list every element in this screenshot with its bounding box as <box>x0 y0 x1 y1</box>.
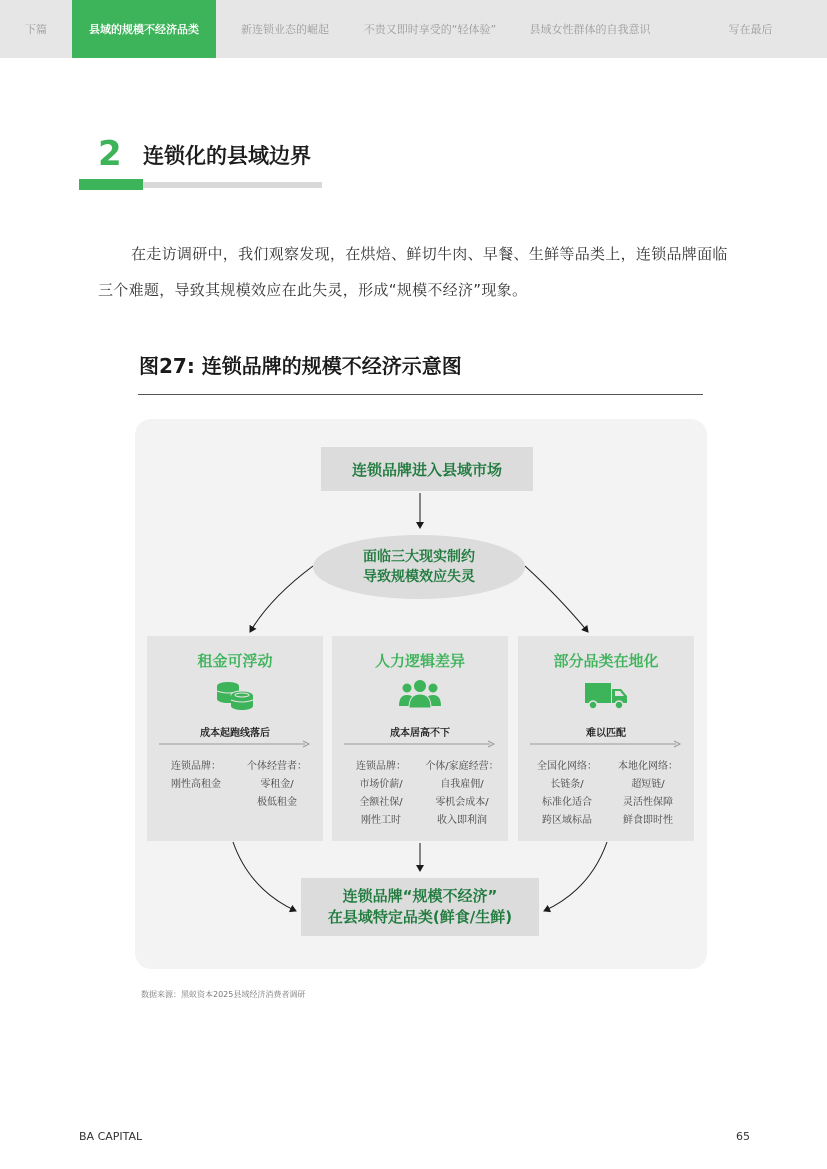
card-line: 刚性高租金 <box>171 779 221 790</box>
card-left-column <box>528 758 606 830</box>
tab-light-experience[interactable]: 不贵又即时享受的“轻体验” <box>363 23 497 36</box>
intro-paragraph: 在走访调研中，我们观察发现，在烘焙、鲜切牛肉、早餐、生鲜等品类上，连锁品牌面临三个难题，导致其规模效应在此失灵，形成“规模不经济”现象。 <box>98 245 728 299</box>
section-number: 2 <box>98 134 122 174</box>
footer-brand: BA CAPITAL <box>79 1130 143 1143</box>
tab-afterword[interactable]: 写在最后 <box>728 23 773 36</box>
card-line: 全国化网络： <box>537 761 597 772</box>
card-line: 零机会成本/ <box>435 797 489 808</box>
card-line: 超短链/ <box>631 779 665 790</box>
card-line: 鲜食即时性 <box>623 815 673 826</box>
card-line: 标准化适合 <box>542 797 592 808</box>
tab-female-self-awareness[interactable]: 县域女性群体的自我意识 <box>529 23 651 36</box>
card-divider-arrow <box>344 740 496 748</box>
card-line: 零租金/ <box>260 779 294 790</box>
flow-result-box <box>301 878 539 936</box>
card-rent <box>147 636 323 841</box>
card-line: 收入即利润 <box>437 815 487 826</box>
card-line: 自我雇佣/ <box>440 779 484 790</box>
data-source-note: 数据来源：黑蚁资本2025县域经济消费者调研 <box>141 990 306 999</box>
card-divider-arrow <box>530 740 682 748</box>
card-line: 连锁品牌： <box>356 761 406 772</box>
tab-part-two[interactable]: 下篇 <box>25 23 47 36</box>
section-underline-accent <box>79 179 143 190</box>
tab-new-chain-formats[interactable]: 新连锁业态的崛起 <box>241 23 329 36</box>
card-divider-arrow <box>159 740 311 748</box>
figure-title: 图27: 连锁品牌的规模不经济示意图 <box>139 354 462 378</box>
card-line: 长链条/ <box>550 779 584 790</box>
ellipse-line-2: 导致规模效应失灵 <box>363 569 475 585</box>
card-line: 连锁品牌： <box>171 761 221 772</box>
card-subtitle: 难以匹配 <box>586 728 626 739</box>
card-right-column <box>237 758 317 812</box>
flow-start-box: 连锁品牌进入县域市场 <box>321 447 533 491</box>
card-right-column <box>422 758 502 830</box>
top-nav <box>0 0 827 58</box>
card-line: 跨区域标品 <box>542 815 592 826</box>
figure-title-rule <box>138 394 703 395</box>
card-line: 市场价薪/ <box>359 779 403 790</box>
card-line: 刚性工时 <box>361 815 401 826</box>
tab-scale-diseconomy[interactable]: 县域的规模不经济品类 <box>72 0 216 58</box>
card-labor <box>332 636 508 841</box>
card-title: 人力逻辑差异 <box>374 652 465 670</box>
card-left-column <box>157 758 235 794</box>
result-line-2: 在县域特定品类(鲜食/生鲜) <box>327 908 513 926</box>
ellipse-line-1: 面临三大现实制约 <box>363 549 475 565</box>
result-line-1: 连锁品牌“规模不经济” <box>342 887 498 905</box>
card-title: 部分品类在地化 <box>553 652 659 670</box>
card-right-column <box>608 758 688 830</box>
constraint-ellipse <box>313 535 525 599</box>
card-line: 极低租金 <box>257 797 297 808</box>
card-title: 租金可浮动 <box>197 652 273 670</box>
card-line: 灵活性保障 <box>623 797 673 808</box>
card-subtitle: 成本起跑线落后 <box>200 728 270 739</box>
coins-icon <box>213 678 257 712</box>
card-localization <box>518 636 694 841</box>
card-line: 本地化网络： <box>618 761 678 772</box>
truck-icon <box>584 678 628 712</box>
card-line: 个体/家庭经营： <box>425 761 499 772</box>
page-number: 65 <box>736 1130 750 1143</box>
section-title: 连锁化的县域边界 <box>143 144 311 168</box>
card-line: 个体经营者： <box>247 761 307 772</box>
people-icon <box>398 678 442 712</box>
card-subtitle: 成本居高不下 <box>390 728 450 739</box>
card-left-column <box>342 758 420 830</box>
card-line: 全额社保/ <box>359 797 403 808</box>
